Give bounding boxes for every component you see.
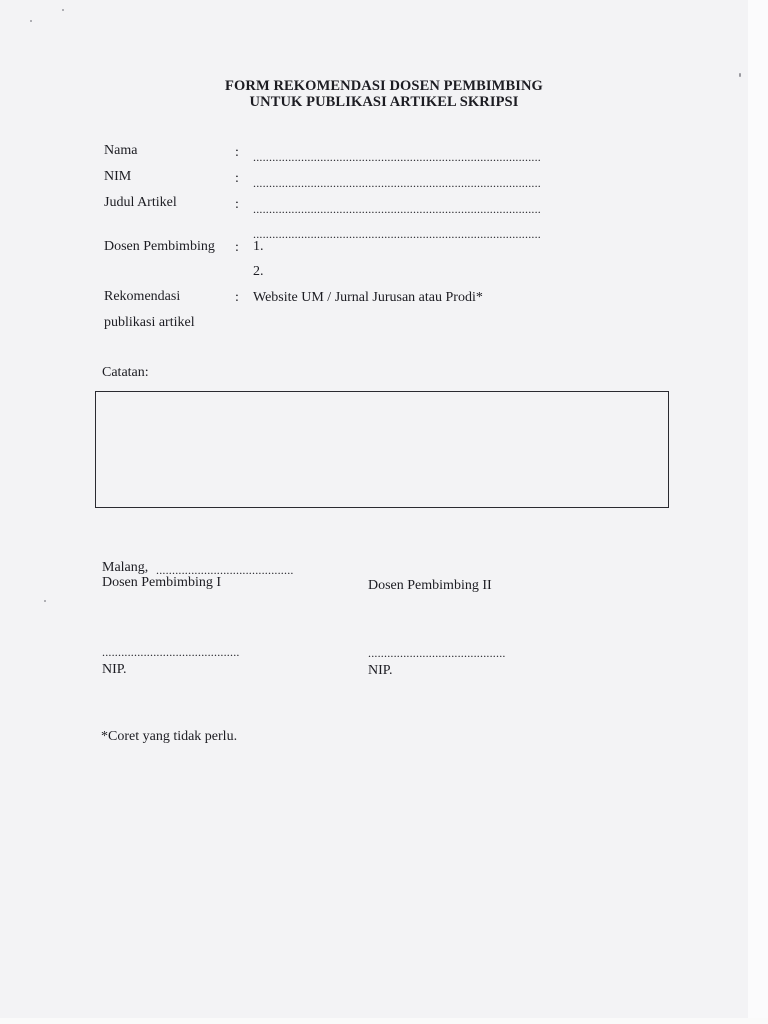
dosen-pembimbing-colon: : <box>235 240 239 255</box>
nama-colon: : <box>235 145 239 160</box>
scan-speck <box>30 20 32 22</box>
nama-fill-line[interactable]: .......................................................................................... <box>253 150 541 164</box>
form-title-line-2: UNTUK PUBLIKASI ARTIKEL SKRIPSI <box>249 94 519 110</box>
rekomendasi-label-line-1: Rekomendasi <box>104 289 181 304</box>
form-title-line-1: FORM REKOMENDASI DOSEN PEMBIMBING <box>225 78 543 94</box>
malang-label: Malang, <box>102 560 149 575</box>
scan-edge-bottom <box>0 1018 768 1024</box>
date-fill-line[interactable]: ........................................... <box>156 563 294 577</box>
catatan-label: Catatan: <box>102 365 149 380</box>
judul-artikel-colon: : <box>235 197 239 212</box>
rekomendasi-colon: : <box>235 290 239 305</box>
judul-artikel-fill-line-1[interactable]: .......................................................................................... <box>253 202 541 216</box>
rekomendasi-label-line-2: publikasi artikel <box>104 315 195 330</box>
signature-line-1[interactable]: ........................................... <box>102 645 240 659</box>
nim-label: NIM <box>104 169 132 184</box>
catatan-box[interactable] <box>95 391 669 508</box>
nim-colon: : <box>235 171 239 186</box>
nip-label-2: NIP. <box>368 663 393 678</box>
nim-fill-line[interactable]: .......................................................................................... <box>253 176 541 190</box>
dosen-pembimbing-2-title: Dosen Pembimbing II <box>368 578 492 593</box>
scan-edge-right <box>748 0 768 1024</box>
scan-speck <box>62 9 64 11</box>
dosen-pembimbing-item-1: 1. <box>253 239 264 254</box>
judul-artikel-fill-line-2[interactable]: .......................................................................................... <box>253 227 541 241</box>
dosen-pembimbing-label: Dosen Pembimbing <box>104 239 215 254</box>
nama-label: Nama <box>104 143 138 158</box>
signature-line-2[interactable]: ........................................... <box>368 646 506 660</box>
dosen-pembimbing-item-2: 2. <box>253 264 264 279</box>
dosen-pembimbing-1-title: Dosen Pembimbing I <box>102 575 221 590</box>
judul-artikel-label: Judul Artikel <box>104 195 177 210</box>
nip-label-1: NIP. <box>102 662 127 677</box>
rekomendasi-value[interactable]: Website UM / Jurnal Jurusan atau Prodi* <box>253 290 483 305</box>
scan-speck <box>44 600 46 602</box>
scan-speck <box>739 73 741 77</box>
footnote: *Coret yang tidak perlu. <box>101 729 238 744</box>
